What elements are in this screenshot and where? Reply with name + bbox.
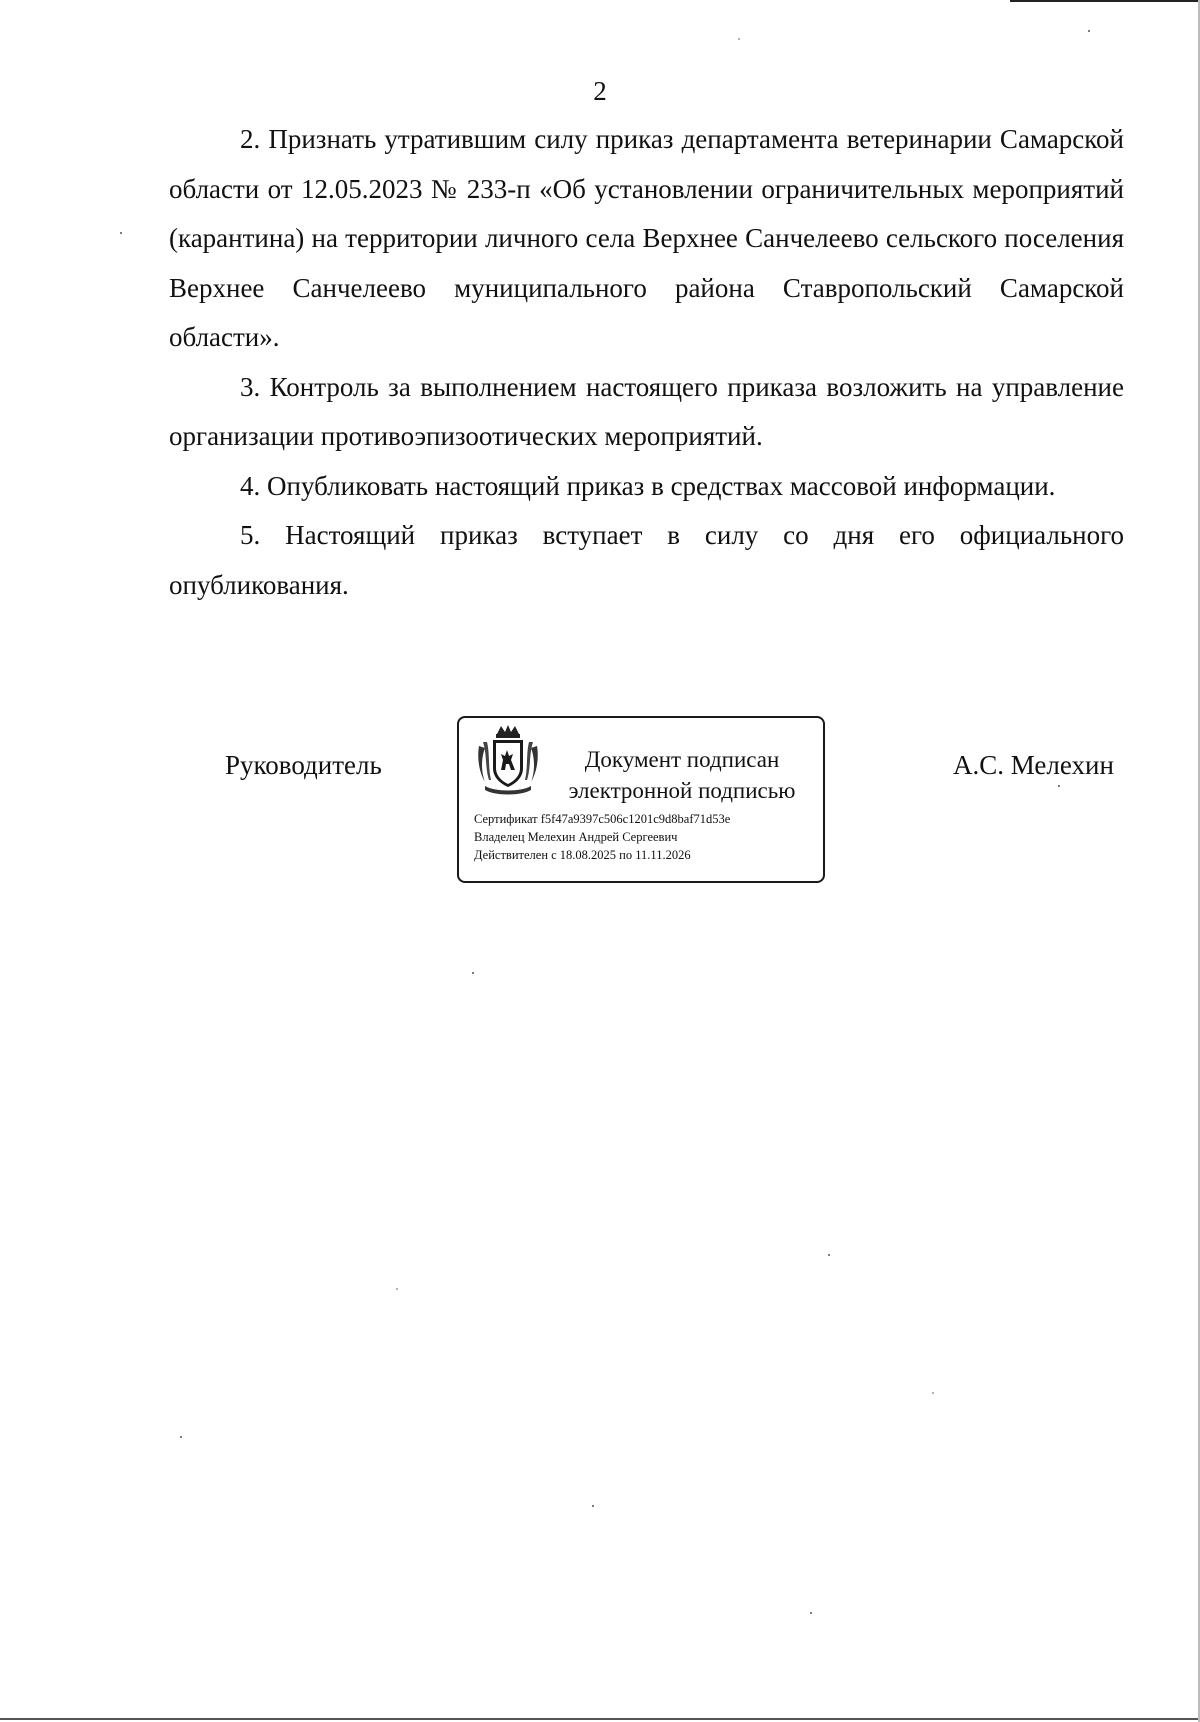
electronic-signature-stamp [457,716,825,883]
signatory-name: А.С. Мелехин [953,750,1114,780]
paragraph-5: 5. Настоящий приказ вступает в силу со дня его официального опубликования. [169,520,1124,600]
stamp-details [474,810,730,864]
stamp-validity: Действителен с 18.08.2025 по 11.11.2026 [474,848,691,862]
stamp-certificate: Сертификат f5f47a9397c506c1201c9d8baf71d53e [474,812,731,826]
paragraph-2: 2. Признать утратившим силу приказ департамента ветеринарии Самарской области от 12.05.2023 № 233-п «Об установлении ограничительных мероприятий (карантина) на территории личного села Верхнее Санчелеево сельского поселения Верхнее Санчелеево муниципального района Ставропольский Самарской области». [169,124,1124,352]
scan-speck [472,972,474,974]
scan-speck [1088,30,1090,32]
scan-speck [810,1612,812,1614]
samara-region-coat-of-arms-icon [475,724,541,798]
scan-edge-top [1010,0,1200,2]
page-number: 2 [593,76,607,106]
stamp-heading [547,744,817,806]
signatory-title: Руководитель [225,750,382,780]
scan-speck [592,1505,594,1507]
scan-speck [932,1392,934,1394]
paragraph-3: 3. Контроль за выполнением настоящего приказа возложить на управление организации противоэпизоотических мероприятий. [169,371,1124,451]
stamp-heading-line2: электронной подписью [568,778,796,803]
scan-edge-bottom [0,1718,1200,1720]
scan-speck [180,1436,182,1438]
stamp-heading-line1: Документ подписан [584,747,780,772]
document-body [169,115,1124,610]
stamp-owner: Владелец Мелехин Андрей Сергеевич [474,830,678,844]
scan-speck [120,232,122,234]
scan-speck [738,38,740,40]
paragraph-4: 4. Опубликовать настоящий приказ в средствах массовой информации. [240,470,1056,501]
scan-speck [396,1288,398,1290]
scan-speck [1058,785,1060,787]
scan-speck [828,1254,830,1256]
